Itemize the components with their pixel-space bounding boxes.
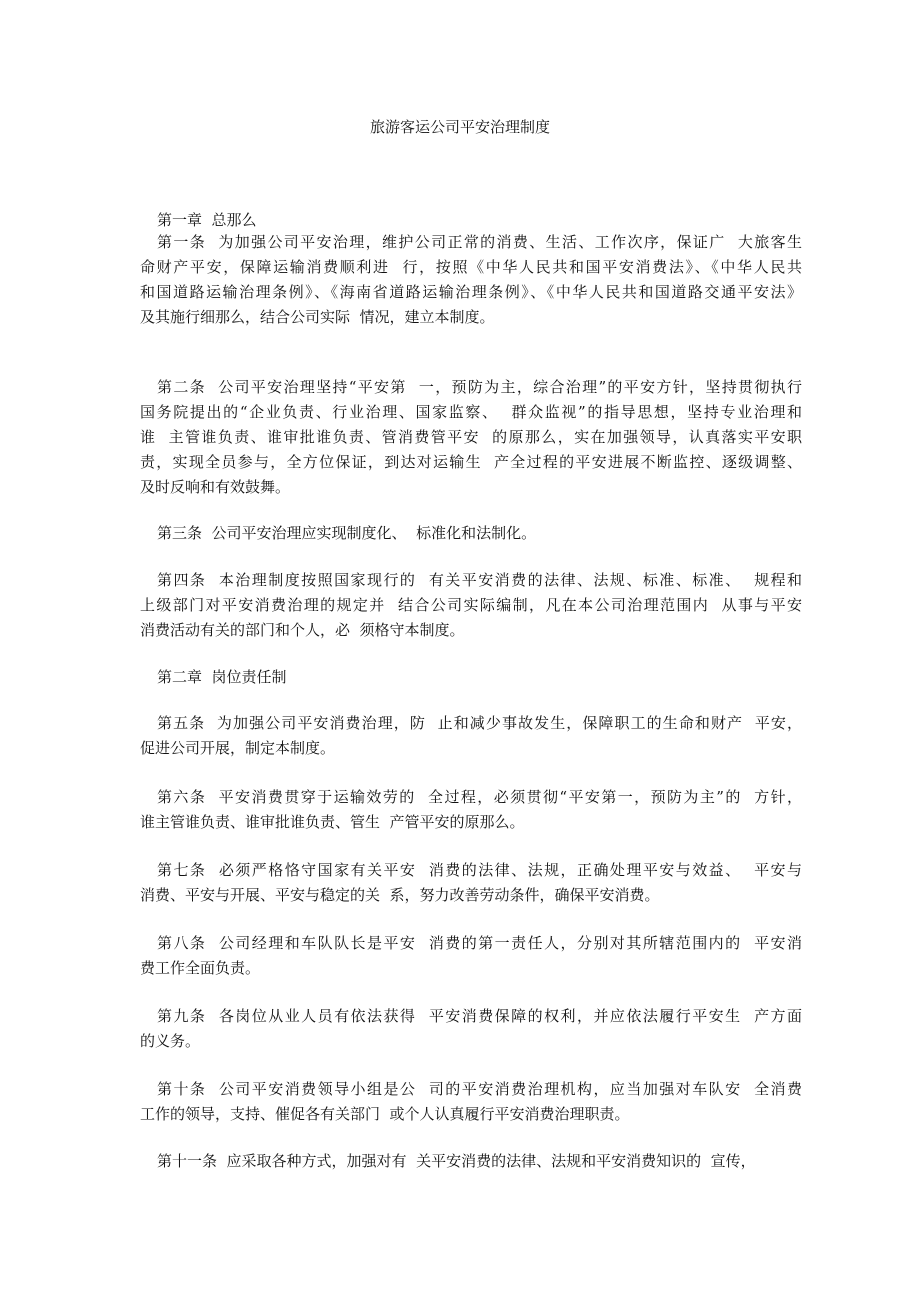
paragraph-line: 谁 主管谁负责、谁审批谁负责、管消费管平安 的原那么，实在加强领导，认真落实平安职 [140, 428, 802, 446]
paragraph-line: 第八条 公司经理和车队队长是平安 消费的第一责任人，分别对其所辖范围内的 平安消 [157, 934, 802, 952]
paragraph-line: 工作的领导，支持、催促各有关部门 或个人认真履行平安消费治理职责。 [140, 1105, 630, 1123]
paragraph-line: 第十条 公司平安消费领导小组是公 司的平安消费治理机构，应当加强对车队安 全消费 [157, 1080, 802, 1098]
paragraph-line: 第六条 平安消费贯穿于运输效劳的 全过程，必须贯彻“平安第一，预防为主”的 方针， [157, 788, 802, 806]
paragraph-line: 第九条 各岗位从业人员有依法获得 平安消费保障的权利，并应依法履行平安生 产方面 [157, 1007, 802, 1025]
paragraph-line: 消费、平安与开展、平安与稳定的关 系，努力改善劳动条件，确保平安消费。 [140, 886, 660, 904]
paragraph [140, 711, 802, 761]
paragraph-line: 第四条 本治理制度按照国家现行的 有关平安消费的法律、法规、标准、标准、 规程和 [157, 571, 802, 589]
paragraph-line: 消费活动有关的部门和个人，必 须格守本制度。 [140, 621, 465, 639]
paragraph-line: 责，实现全员参与，全方位保证，到达对运输生 产全过程的平安进展不断监控、逐级调整、 [140, 453, 802, 471]
paragraph-line: 及时反响和有效鼓舞。 [140, 478, 291, 496]
paragraph [140, 785, 802, 835]
paragraph [140, 1004, 802, 1054]
paragraph-line: 第二章 岗位责任制 [157, 668, 287, 686]
paragraph-line: 第五条 为加强公司平安消费治理，防 止和减少事故发生，保障职工的生命和财产 平安， [157, 714, 802, 732]
paragraph-line: 促进公司开展，制定本制度。 [140, 739, 336, 757]
paragraph-line: 及其施行细那么，结合公司实际 情况，建立本制度。 [140, 308, 495, 326]
document-title: 旅游客运公司平安治理制度 [369, 118, 550, 136]
paragraph [140, 858, 802, 908]
paragraph [140, 931, 802, 981]
paragraph [140, 1149, 802, 1174]
paragraph [140, 375, 802, 500]
paragraph-line: 的义务。 [140, 1032, 201, 1050]
paragraph-line: 命财产平安，保障运输消费顺利进 行，按照《中华人民共和国平安消费法》、《中华人民共 [140, 258, 802, 276]
paragraph-line: 第一章 总那么 [157, 211, 257, 229]
paragraph-line: 上级部门对平安消费治理的规定并 结合公司实际编制，凡在本公司治理范围内 从事与平安 [140, 596, 802, 614]
paragraph [140, 1077, 802, 1127]
paragraph-line: 和国道路运输治理条例》、《海南省道路运输治理条例》、《中华人民共和国道路交通平安法》 [140, 283, 802, 301]
paragraph [140, 230, 802, 330]
paragraph-line: 谁主管谁负责、谁审批谁负责、管生 产管平安的原那么。 [140, 813, 525, 831]
paragraph-line: 第二条 公司平安治理坚持“平安第 一，预防为主，综合治理”的平安方针，坚持贯彻执行 [157, 378, 802, 396]
paragraph-line: 费工作全面负责。 [140, 959, 261, 977]
paragraph-line: 国务院提出的“企业负责、行业治理、国家监察、 群众监视”的指导思想，坚持专业治理和 [140, 403, 802, 421]
paragraph [140, 665, 802, 690]
paragraph-line: 第十一条 应采取各种方式，加强对有 关平安消费的法律、法规和平安消费知识的 宣传， [157, 1152, 756, 1170]
paragraph-line: 第一条 为加强公司平安治理，维护公司正常的消费、生活、工作次序，保证广 大旅客生 [157, 233, 802, 251]
paragraph [140, 568, 802, 643]
paragraph-line: 第七条 必须严格恪守国家有关平安 消费的法律、法规，正确处理平安与效益、 平安与 [157, 861, 802, 879]
paragraph-line: 第三条 公司平安治理应实现制度化、 标准化和法制化。 [157, 524, 537, 542]
paragraph [140, 521, 802, 546]
